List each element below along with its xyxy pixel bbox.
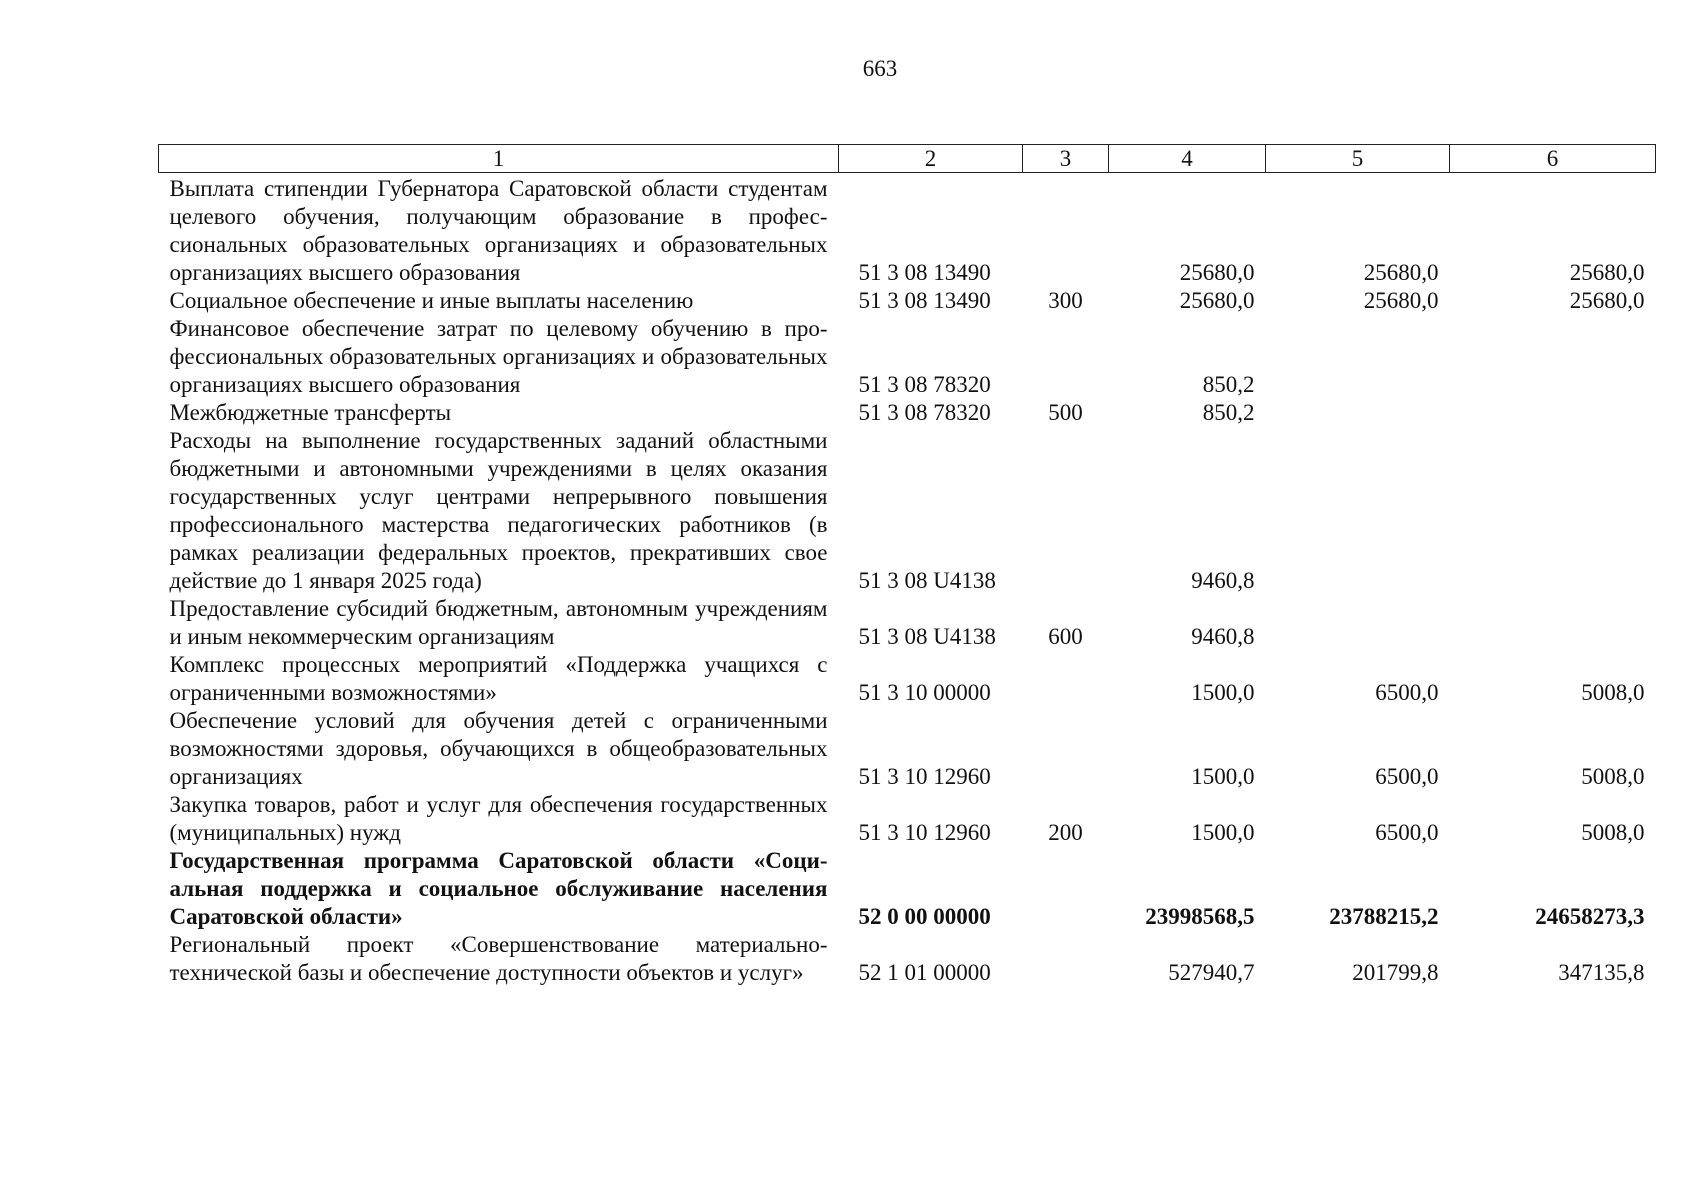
row-name-cell: Предоставление субсидий бюджетным, автономным учреждениям и иным некоммерческим организациям [169, 596, 828, 649]
row-value-col4: 25680,0 [1179, 288, 1255, 313]
row-value-col5 [1266, 427, 1450, 595]
row-type-cell: 600 [1048, 624, 1083, 649]
row-value-col4: 1500,0 [1191, 764, 1255, 789]
row-code-cell: 51 3 10 12960 [858, 820, 991, 845]
row-code-cell: 51 3 08 13490 [858, 260, 991, 285]
table-row [159, 173, 1656, 288]
row-value-col6: 24658273,3 [1535, 904, 1645, 929]
row-value-col5 [1266, 595, 1450, 651]
row-name-cell: Государственная программа Саратовской области «Социальная поддержка и социальное обслуживание населения Саратовской области» [169, 848, 828, 929]
row-value-col6: 5008,0 [1581, 680, 1645, 705]
table-row [159, 287, 1656, 315]
table-row [159, 427, 1656, 595]
row-code-cell: 52 1 01 00000 [858, 960, 991, 985]
table-row [159, 315, 1656, 399]
row-code-cell: 51 3 08 U4138 [858, 568, 996, 593]
row-value-col4: 25680,0 [1179, 260, 1255, 285]
row-value-col6 [1450, 315, 1656, 399]
row-code-cell: 51 3 08 78320 [858, 372, 991, 397]
row-value-col5: 6500,0 [1375, 820, 1439, 845]
row-value-col4: 527940,7 [1168, 960, 1255, 985]
row-value-col6: 347135,8 [1558, 960, 1645, 985]
row-code-cell: 51 3 08 78320 [858, 400, 991, 425]
row-value-col5: 25680,0 [1363, 260, 1439, 285]
row-value-col4: 9460,8 [1191, 568, 1255, 593]
table-row [159, 651, 1656, 707]
row-type-cell: 200 [1048, 820, 1083, 845]
row-value-col6: 25680,0 [1569, 288, 1645, 313]
row-value-col4: 23998568,5 [1145, 904, 1255, 929]
row-name-cell: Расходы на выполнение государственных заданий областными бюджетными и автономными учреждениями в целях оказания государственных услуг центрами непрерывного повышения профессионального мастерства педагогических работников (в рамках реализации федеральных проектов, прекративших свое действие до 1 января 2025 года) [169, 428, 828, 593]
row-code-cell: 51 3 10 12960 [858, 764, 991, 789]
row-value-col5: 6500,0 [1375, 764, 1439, 789]
col-header-6: 6 [1450, 145, 1656, 173]
row-type-cell [1023, 651, 1109, 707]
row-type-cell [1023, 427, 1109, 595]
table-header [159, 145, 1656, 173]
row-code-cell: 51 3 08 U4138 [858, 624, 996, 649]
row-code-cell: 52 0 00 00000 [858, 904, 991, 929]
row-name-cell: Региональный проект «Совершенствование материально-технической базы и обеспечение доступности объектов и услуг» [169, 932, 828, 985]
table-row [159, 707, 1656, 791]
row-value-col6: 5008,0 [1581, 820, 1645, 845]
row-value-col4: 1500,0 [1191, 820, 1255, 845]
row-name-cell: Обеспечение условий для обучения детей с ограниченными возможностями здоровья, обучающихся в общеобразовательных организациях [169, 708, 828, 789]
row-value-col6: 25680,0 [1569, 260, 1645, 285]
row-value-col5: 6500,0 [1375, 680, 1439, 705]
row-type-cell [1023, 931, 1109, 987]
table-row [159, 595, 1656, 651]
row-value-col4: 9460,8 [1191, 624, 1255, 649]
row-name-cell: Финансовое обеспечение затрат по целевому обучению в профессиональных образовательных организациях и образовательных организациях высшего образования [169, 316, 828, 397]
row-value-col5: 25680,0 [1363, 288, 1439, 313]
row-name-cell: Социальное обеспечение и иные выплаты населению [169, 288, 694, 313]
row-type-cell: 300 [1048, 288, 1083, 313]
table-body [159, 173, 1656, 988]
page-number: 663 [862, 56, 898, 81]
row-type-cell [1023, 315, 1109, 399]
row-name-cell: Закупка товаров, работ и услуг для обеспечения государственных (муниципальных) нужд [169, 792, 828, 845]
row-value-col6 [1450, 427, 1656, 595]
row-value-col6 [1450, 595, 1656, 651]
row-value-col4: 850,2 [1202, 400, 1255, 425]
col-header-4: 4 [1109, 145, 1266, 173]
table-row [159, 791, 1656, 847]
row-value-col5 [1266, 399, 1450, 427]
row-name-cell: Комплекс процессных мероприятий «Поддержка учащихся с ограниченными возможностями» [169, 652, 828, 705]
col-header-2: 2 [839, 145, 1023, 173]
row-type-cell: 500 [1048, 400, 1083, 425]
row-value-col5 [1266, 315, 1450, 399]
table-row [159, 399, 1656, 427]
row-value-col5: 23788215,2 [1329, 904, 1439, 929]
budget-table [158, 144, 1656, 987]
col-header-1: 1 [159, 145, 839, 173]
row-name-cell: Выплата стипендии Губернатора Саратовской области студентам целевого обучения, получающим образование в профессиональных образовательных организациях и образовательных организациях высшего образования [169, 176, 828, 285]
row-type-cell [1023, 173, 1109, 288]
row-value-col6: 5008,0 [1581, 764, 1645, 789]
col-header-5: 5 [1266, 145, 1450, 173]
row-type-cell [1023, 847, 1109, 931]
table-row [159, 931, 1656, 987]
header-row [159, 145, 1656, 173]
row-code-cell: 51 3 10 00000 [858, 680, 991, 705]
col-header-3: 3 [1023, 145, 1109, 173]
row-name-cell: Межбюджетные трансферты [169, 400, 452, 425]
row-value-col4: 850,2 [1202, 372, 1255, 397]
row-value-col4: 1500,0 [1191, 680, 1255, 705]
row-value-col6 [1450, 399, 1656, 427]
table-row [159, 847, 1656, 931]
row-code-cell: 51 3 08 13490 [858, 288, 991, 313]
row-value-col5: 201799,8 [1352, 960, 1439, 985]
row-type-cell [1023, 707, 1109, 791]
